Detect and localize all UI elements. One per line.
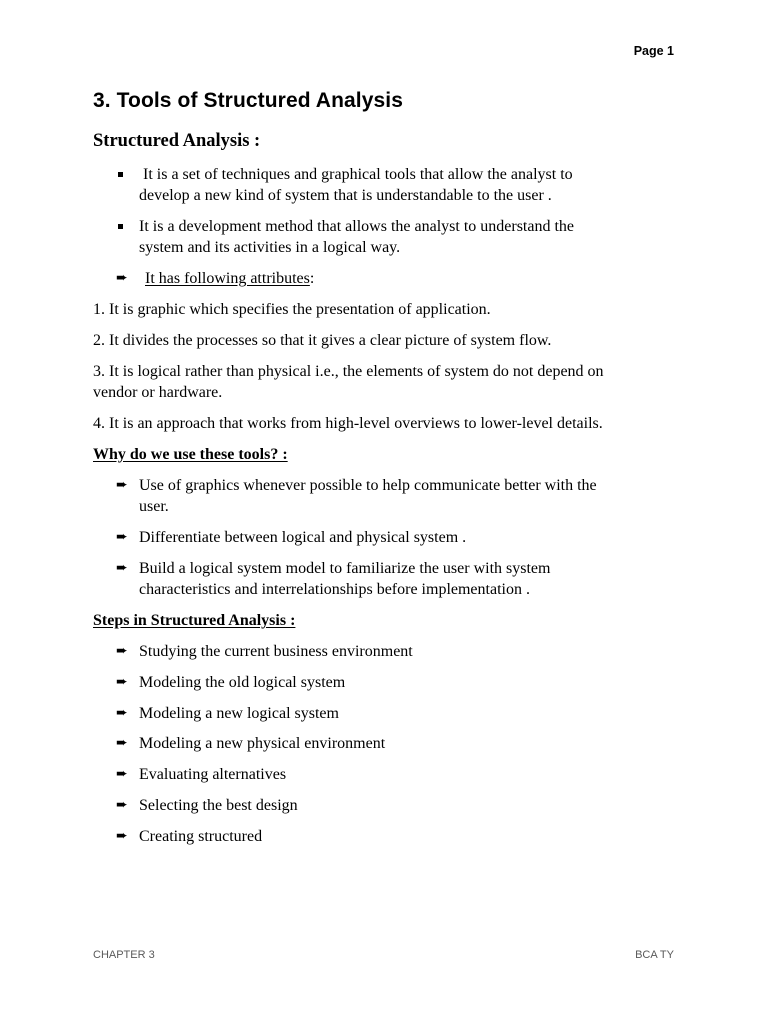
why-item: user.	[139, 498, 169, 515]
arrow-bullet-icon: ➨	[116, 529, 128, 545]
attribute-item: 1. It is graphic which specifies the presentation of application.	[93, 301, 491, 318]
arrow-bullet-icon: ➨	[116, 766, 128, 782]
steps-heading: Steps in Structured Analysis :	[93, 612, 296, 629]
why-item: Differentiate between logical and physical system .	[139, 529, 467, 546]
arrow-bullet-icon: ➨	[116, 797, 128, 813]
arrow-bullet-icon: ➨	[116, 735, 128, 751]
arrow-bullet-icon: ➨	[116, 270, 128, 286]
attribute-item: vendor or hardware.	[93, 384, 223, 401]
attribute-item: 3. It is logical rather than physical i.e., the elements of system do not depend on	[93, 363, 604, 380]
step-item: Modeling the old logical system	[139, 674, 346, 691]
arrow-bullet-icon: ➨	[116, 477, 128, 493]
step-item: Modeling a new physical environment	[139, 735, 386, 752]
arrow-bullet-icon: ➨	[116, 705, 128, 721]
arrow-bullet-icon: ➨	[116, 643, 128, 659]
intro-bullet-line: It is a development method that allows the analyst to understand the	[139, 218, 575, 235]
arrow-bullet-icon: ➨	[116, 828, 128, 844]
step-item: Studying the current business environment	[139, 643, 413, 660]
intro-bullet-line: system and its activities in a logical way.	[139, 239, 401, 256]
why-item: Build a logical system model to familiarize the user with system	[139, 560, 551, 577]
why-heading: Why do we use these tools? :	[93, 446, 288, 463]
attributes-intro-suffix: :	[309, 270, 315, 287]
step-item: Evaluating alternatives	[139, 766, 287, 783]
why-item: characteristics and interrelationships before implementation .	[139, 581, 530, 598]
intro-bullet-line: It is a set of techniques and graphical tools that allow the analyst to	[143, 166, 573, 183]
attribute-item: 2. It divides the processes so that it gives a clear picture of system flow.	[93, 332, 552, 349]
arrow-bullet-icon: ➨	[116, 674, 128, 690]
why-item: Use of graphics whenever possible to help communicate better with the	[139, 477, 597, 494]
step-item: Modeling a new logical system	[139, 705, 339, 722]
square-bullet-icon	[118, 172, 123, 177]
footer-right: BCA TY	[635, 949, 674, 961]
arrow-bullet-icon: ➨	[116, 560, 128, 576]
page-number: Page 1	[633, 44, 674, 58]
square-bullet-icon	[118, 224, 123, 229]
attributes-intro-text: It has following attributes	[145, 270, 310, 287]
footer-left: CHAPTER 3	[93, 949, 155, 961]
section-subheading: Structured Analysis :	[93, 131, 261, 151]
step-item: Creating structured	[139, 828, 263, 845]
step-item: Selecting the best design	[139, 797, 298, 814]
page-title: 3. Tools of Structured Analysis	[93, 89, 403, 112]
attributes-intro	[145, 268, 314, 289]
intro-bullet-line: develop a new kind of system that is understandable to the user .	[139, 187, 552, 204]
attribute-item: 4. It is an approach that works from high-level overviews to lower-level details.	[93, 415, 603, 432]
